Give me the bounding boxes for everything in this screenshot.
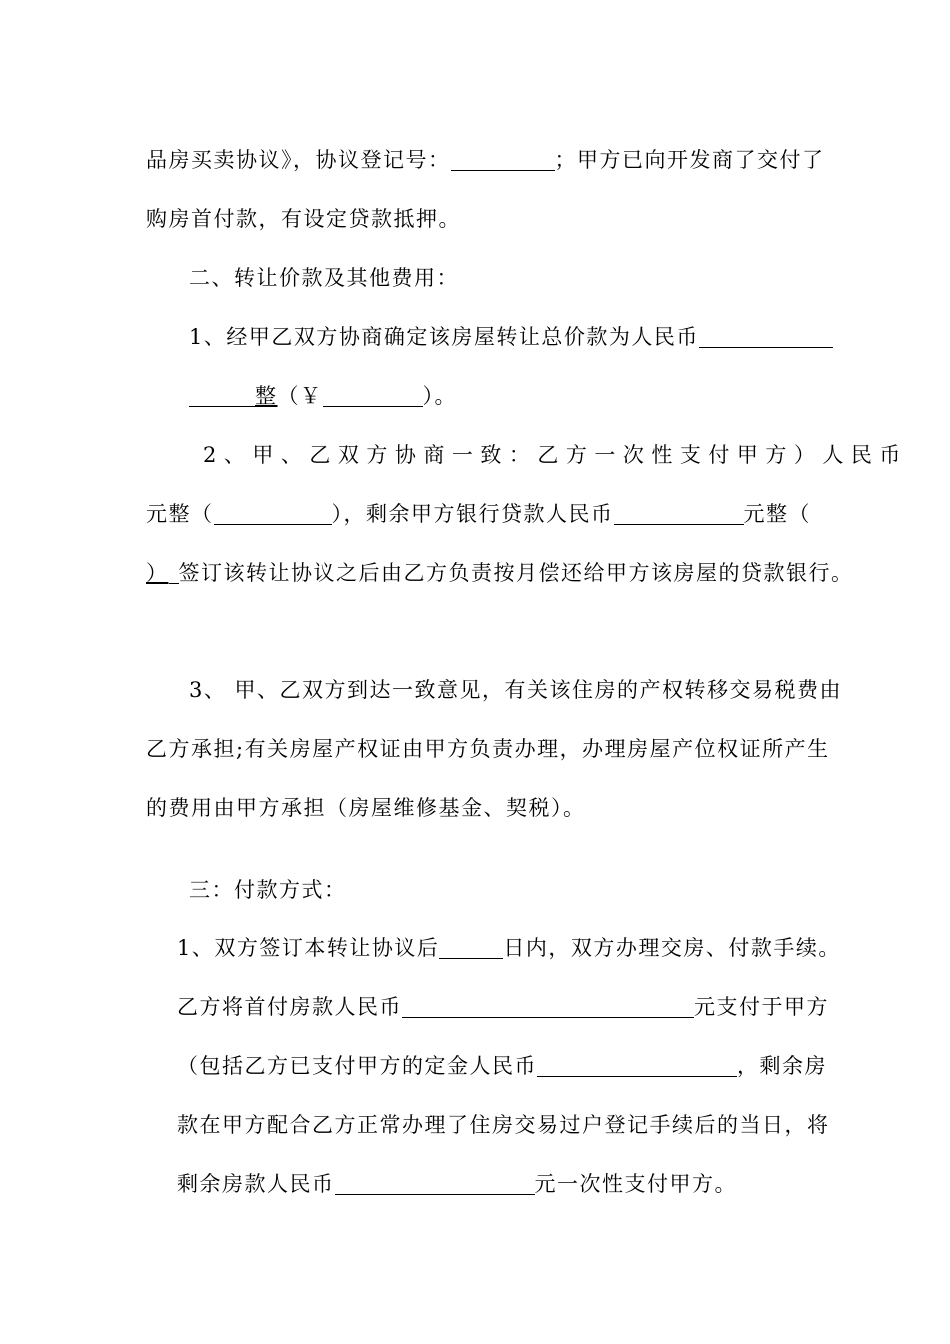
fill-blank-remaining-payment — [335, 1174, 535, 1195]
paragraph-line: 2、甲、乙双方协商一致：乙方一次性支付甲方）人民币 — [203, 443, 908, 467]
text: ），剩余甲方银行贷款人民币 — [331, 502, 614, 526]
paragraph-line — [177, 1169, 737, 1199]
text: 1、双方签订本转让协议后 — [177, 936, 440, 960]
paragraph-line — [189, 322, 833, 352]
paragraph-line — [177, 933, 841, 963]
fill-blank — [169, 563, 179, 584]
fill-blank-one-time-payment — [214, 504, 332, 525]
paragraph-line — [189, 381, 457, 411]
fill-blank-total-price-cont — [189, 386, 255, 407]
paragraph-line: 3、 甲、乙双方到达一致意见，有关该住房的产权转移交易税费由 — [189, 678, 843, 702]
paragraph-line: 款在甲方配合乙方正常办理了住房交易过户登记手续后的当日，将 — [177, 1113, 830, 1137]
text: （￥ — [277, 384, 323, 408]
text: 乙方将首付房款人民币 — [177, 995, 402, 1019]
fill-blank-registration-number — [451, 150, 555, 171]
fill-blank-days — [439, 938, 503, 959]
text: ） — [146, 561, 169, 585]
text: 品房买卖协议》，协议登记号： — [146, 148, 451, 172]
text: 日内，双方办理交房、付款手续。 — [503, 936, 841, 960]
text: 元支付于甲方 — [694, 995, 829, 1019]
text: ；甲方已向开发商了交付了 — [554, 148, 825, 172]
paragraph-line — [146, 499, 811, 529]
text: （包括乙方已支付甲方的定金人民币 — [177, 1054, 537, 1078]
paragraph-line — [146, 145, 825, 175]
paragraph-line — [177, 992, 829, 1022]
text: 元一次性支付甲方。 — [534, 1172, 737, 1196]
paragraph-line: 购房首付款，有设定贷款抵押。 — [146, 207, 461, 231]
paragraph-line — [146, 558, 854, 588]
fill-blank-loan-amount — [614, 504, 744, 525]
paragraph-line: 的费用由甲方承担（房屋维修基金、契税）。 — [146, 796, 586, 820]
fill-blank-deposit — [537, 1056, 737, 1077]
text: ，剩余房 — [737, 1054, 827, 1078]
paragraph-line — [177, 1051, 827, 1081]
text: 整 — [255, 384, 278, 408]
fill-blank-total-price — [699, 327, 833, 348]
text: 1、经甲乙双方协商确定该房屋转让总价款为人民币 — [189, 325, 699, 349]
text: ）。 — [422, 384, 457, 408]
text: 元整（ — [743, 502, 811, 526]
section-heading: 三：付款方式： — [189, 878, 347, 902]
text: 签订该转让协议之后由乙方负责按月偿还给甲方该房屋的贷款银行。 — [178, 561, 854, 585]
text: 元整（ — [146, 502, 214, 526]
fill-blank-yuan-amount — [323, 386, 423, 407]
paragraph-line: 乙方承担;有关房屋产权证由甲方负责办理，办理房屋产位权证所产生 — [146, 737, 830, 761]
section-heading: 二、转让价款及其他费用： — [189, 266, 459, 290]
text: 剩余房款人民币 — [177, 1172, 335, 1196]
fill-blank-down-payment — [402, 997, 694, 1018]
